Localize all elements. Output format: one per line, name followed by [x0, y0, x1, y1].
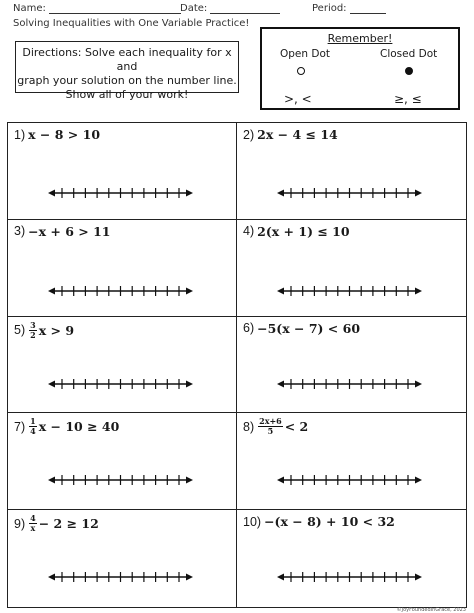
problem-grid: [7, 122, 467, 608]
problem-number: 8): [243, 419, 255, 434]
fraction: [258, 417, 283, 436]
right-arrow-icon: [186, 477, 193, 484]
number-line[interactable]: [277, 284, 422, 298]
problem-inequality: < 2: [284, 419, 309, 435]
number-line[interactable]: [277, 570, 422, 584]
problem-number: 3): [14, 224, 26, 239]
open-dot-symbols: >, <: [284, 92, 312, 106]
remember-title: Remember!: [327, 32, 393, 45]
name-blank[interactable]: [49, 3, 181, 14]
fraction-numerator: 3: [30, 319, 36, 330]
right-arrow-icon: [186, 287, 193, 294]
problem-number: 2): [243, 127, 255, 142]
date-blank[interactable]: [210, 3, 280, 14]
directions-line-3: Show all of your work!: [65, 88, 189, 101]
worksheet-subtitle: Solving Inequalities with One Variable Practice!: [13, 18, 250, 29]
left-arrow-icon: [48, 477, 55, 484]
right-arrow-icon: [415, 287, 422, 294]
period-blank[interactable]: [350, 3, 386, 14]
fraction: [29, 514, 37, 533]
copyright-text: ©JoyFoundedInGrace, 2023: [396, 607, 466, 613]
problem-number: 6): [243, 321, 255, 336]
problem-5[interactable]: [8, 317, 237, 414]
number-line[interactable]: [48, 284, 193, 298]
directions-line-2: graph your solution on the number line.: [17, 74, 237, 87]
name-label: Name:: [13, 3, 46, 14]
problem-inequality: −5(x − 7) < 60: [257, 320, 361, 336]
directions-box: [15, 41, 239, 101]
left-arrow-icon: [277, 287, 284, 294]
left-arrow-icon: [48, 380, 55, 387]
number-line[interactable]: [277, 186, 422, 200]
left-arrow-icon: [277, 574, 284, 581]
problem-inequality: −(x − 8) + 10 < 32: [264, 514, 395, 530]
problem-number: 9): [14, 516, 26, 531]
fraction: [29, 321, 37, 340]
number-line[interactable]: [277, 377, 422, 391]
fraction-denominator: 5: [267, 426, 274, 437]
problem-inequality: 2(x + 1) ≤ 10: [257, 223, 350, 239]
problem-10[interactable]: [237, 510, 466, 607]
closed-dot-icon: [405, 67, 413, 75]
left-arrow-icon: [48, 287, 55, 294]
problem-inequality: x > 9: [38, 322, 75, 338]
problem-number: 5): [14, 323, 26, 338]
open-dot-icon: [297, 67, 305, 75]
problem-number: 1): [14, 127, 26, 142]
number-line[interactable]: [48, 186, 193, 200]
left-arrow-icon: [277, 477, 284, 484]
number-line[interactable]: [48, 473, 193, 487]
problem-7[interactable]: [8, 413, 237, 510]
problem-inequality: x − 10 ≥ 40: [38, 419, 120, 435]
problem-inequality: − 2 ≥ 12: [38, 516, 99, 532]
problem-9[interactable]: [8, 510, 237, 607]
problem-inequality: 2x − 4 ≤ 14: [257, 127, 338, 142]
left-arrow-icon: [48, 190, 55, 197]
left-arrow-icon: [277, 380, 284, 387]
problem-number: 7): [14, 419, 26, 434]
number-line[interactable]: [48, 570, 193, 584]
right-arrow-icon: [186, 190, 193, 197]
problem-2[interactable]: [237, 123, 466, 220]
left-arrow-icon: [277, 190, 284, 197]
fraction-numerator: 4: [30, 513, 36, 524]
name-field[interactable]: [13, 3, 181, 14]
directions-line-1: Directions: Solve each inequality for x and: [22, 46, 232, 73]
fraction-denominator: 2: [30, 329, 36, 340]
left-arrow-icon: [48, 574, 55, 581]
problem-inequality: x − 8 > 10: [28, 127, 101, 142]
right-arrow-icon: [415, 477, 422, 484]
problem-8[interactable]: [237, 413, 466, 510]
problem-1[interactable]: [8, 123, 237, 220]
number-line[interactable]: [277, 473, 422, 487]
period-field[interactable]: [312, 3, 386, 14]
fraction: [29, 417, 37, 436]
problem-3[interactable]: [8, 220, 237, 317]
right-arrow-icon: [415, 380, 422, 387]
date-label: Date:: [180, 3, 208, 14]
problem-inequality: −x + 6 > 11: [28, 223, 111, 239]
fraction-denominator: x: [30, 523, 36, 534]
remember-box: [260, 27, 460, 110]
date-field[interactable]: [180, 3, 280, 14]
period-label: Period:: [312, 3, 347, 14]
fraction-numerator: 2x+6: [259, 416, 282, 427]
open-dot-label: Open Dot: [280, 48, 331, 60]
problem-number: 10): [243, 514, 262, 529]
closed-dot-label: Closed Dot: [380, 48, 438, 60]
problem-number: 4): [243, 224, 255, 239]
right-arrow-icon: [415, 574, 422, 581]
problem-6[interactable]: [237, 317, 466, 414]
fraction-numerator: 1: [30, 416, 36, 427]
fraction-denominator: 4: [30, 426, 36, 437]
number-line[interactable]: [48, 377, 193, 391]
problem-4[interactable]: [237, 220, 466, 317]
right-arrow-icon: [415, 190, 422, 197]
right-arrow-icon: [186, 380, 193, 387]
right-arrow-icon: [186, 574, 193, 581]
closed-dot-symbols: ≥, ≤: [394, 92, 422, 106]
